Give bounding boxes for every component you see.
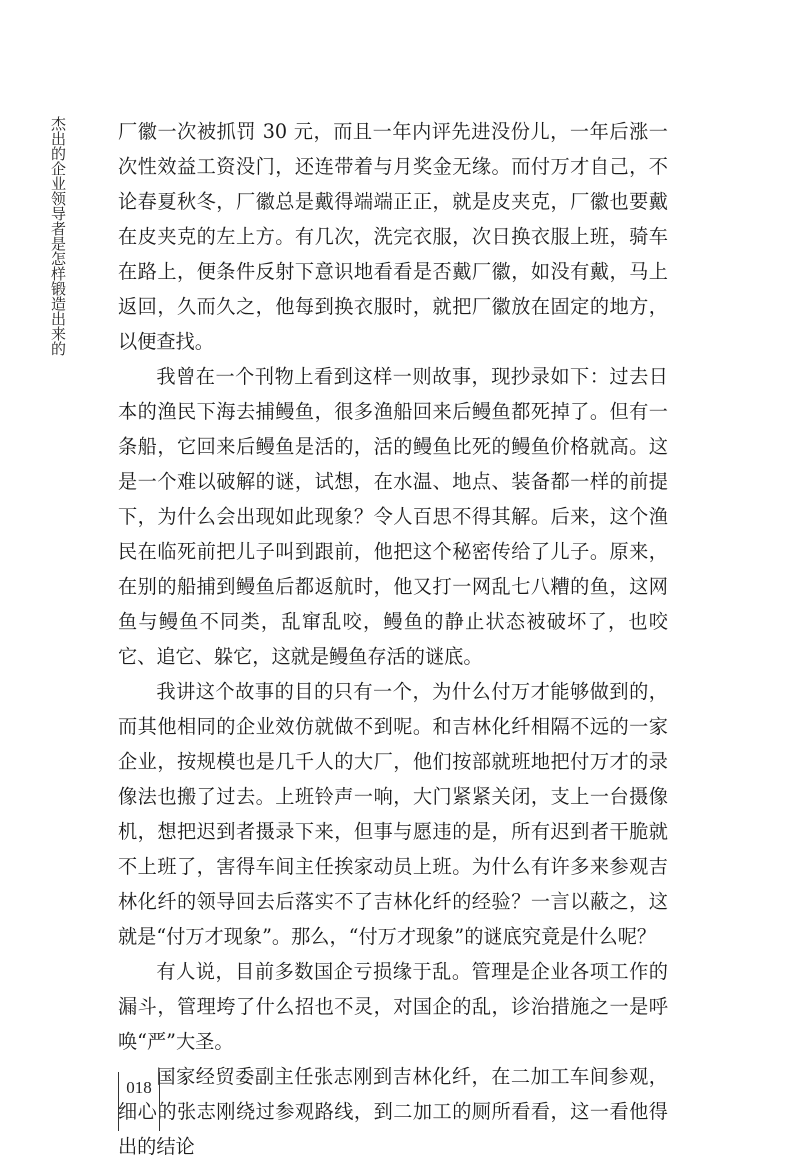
running-title: 杰出的企业领导者是怎样锻造出来的 bbox=[49, 116, 67, 356]
paragraph-3: 我讲这个故事的目的只有一个，为什么付万才能够做到的，而其他相同的企业效仿就做不到呢。和吉林化纤相隔不远的一家企业，按规模也是几千人的大厂，他们按部就班地把付万才的录像法也搬了过去。上班铃声一响，大门紧紧关闭，支上一台摄像机，想把迟到者摄录下来，但事与愿违的是，所有迟到者干脆就不上班了，害得车间主任挨家动员上班。为什么有许多来参观吉林化纤的领导回去后落实不了吉林化纤的经验？一言以蔽之，这就是“付万才现象”。那么，“付万才现象”的谜底究竟是什么呢？ bbox=[118, 680, 668, 948]
paragraph-5: 国家经贸委副主任张志刚到吉林化纤，在二加工车间参观，细心的张志刚绕过参观路线，到二加工的厕所看看，这一看他得出的结论 bbox=[118, 1065, 668, 1158]
paragraph-2: 我曾在一个刊物上看到这样一则故事，现抄录如下：过去日本的渔民下海去捕鳗鱼，很多渔船回来后鳗鱼都死掉了。但有一条船，它回来后鳗鱼是活的，活的鳗鱼比死的鳗鱼价格就高。这是一个难以破解的谜，试想，在水温、地点、装备都一样的前提下，为什么会出现如此现象？令人百思不得其解。后来，这个渔民在临死前把儿子叫到跟前，他把这个秘密传给了儿子。原来，在别的船捕到鳗鱼后都返航时，他又打一网乱七八糟的鱼，这网鱼与鳗鱼不同类，乱窜乱咬，鳗鱼的静止状态被破坏了，也咬它、追它、躲它，这就是鳗鱼存活的谜底。 bbox=[118, 365, 668, 668]
page-body bbox=[118, 114, 668, 1164]
page-number: 018 bbox=[126, 1078, 152, 1097]
paragraph-4: 有人说，目前多数国企亏损缘于乱。管理是企业各项工作的漏斗，管理垮了什么招也不灵，对国企的乱，诊治措施之一是呼唤“严”大圣。 bbox=[118, 960, 668, 1053]
paragraph-1: 厂徽一次被抓罚 30 元，而且一年内评先进没份儿，一年后涨一次性效益工资没门，还连带着与月奖金无缘。而付万才自己，不论春夏秋冬，厂徽总是戴得端端正正，就是皮夹克，厂徽也要戴在皮夹克的左上方。有几次，洗完衣服，次日换衣服上班，骑车在路上，便条件反射下意识地看看是否戴厂徽，如没有戴，马上返回，久而久之，他每到换衣服时，就把厂徽放在固定的地方，以便查找。 bbox=[118, 120, 668, 353]
page-number-box bbox=[118, 1072, 160, 1131]
